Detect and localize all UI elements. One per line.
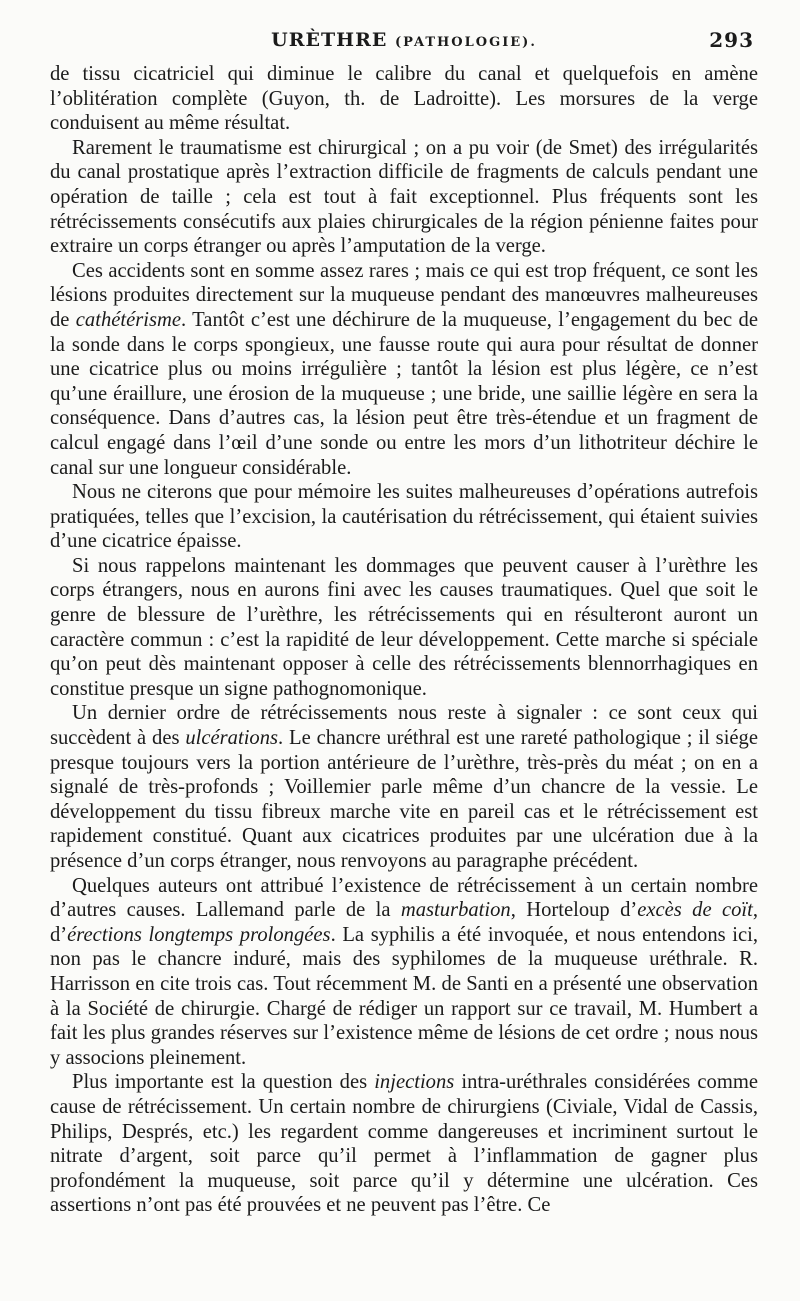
paragraph [50, 136, 758, 259]
text-run: , d’ [50, 899, 758, 946]
italic-term: érections longtemps prolongées [67, 923, 331, 946]
running-head [50, 20, 758, 60]
italic-term: ulcérations [185, 727, 279, 750]
text-run: Un dernier ordre de rétrécissements nous reste à signaler : ce sont ceux qui succèdent à des [50, 702, 758, 750]
paragraph [50, 1070, 758, 1218]
text-run: Rarement le traumatisme est chirurgical ; on a pu voir (de Smet) des irrégularités du canal prostatique après l’extraction difficile de fragments de calculs pendant une opération de taille ; cela est tout à fait exceptionnel. Plus fréquents sont les rétrécissements consécutifs aux plaies chirurgicales de la région pénienne faites pour extraire un corps étranger ou après l’amputation de la verge. [50, 136, 758, 258]
text-run: Ces accidents sont en somme assez rares ; mais ce qui est trop fréquent, ce sont les lésions produites directement sur la muqueuse pendant des manœuvres malheureuses de [50, 259, 758, 331]
text-run: Plus importante est la question des [72, 1071, 375, 1094]
text-run: de tissu cicatriciel qui diminue le calibre du canal et quelquefois en amène l’oblitération complète (Guyon, th. de Ladroitte). Les morsures de la verge conduisent au même résultat. [50, 63, 758, 135]
text-run: Nous ne citerons que pour mémoire les suites malheureuses d’opérations autrefois pratiquées, telles que l’excision, la cautérisation du rétrécissement, qui étaient suivies d’une cicatrice épaisse. [50, 481, 758, 553]
running-subtitle: (PATHOLOGIE). [394, 35, 537, 50]
paragraph [50, 874, 758, 1071]
paragraph [50, 701, 758, 873]
page-number: 293 [709, 28, 754, 52]
italic-term: excès de coït [637, 899, 753, 922]
paragraph [50, 480, 758, 554]
text-run: . Tantôt c’est une déchirure de la muqueuse, l’engagement du bec de la sonde dans le corps spongieux, une fausse route qui aura pour résultat de donner une cicatrice plus ou moins irrégulière ; tantôt la lésion est plus légère, ce n’est qu’une éraillure, une érosion de la muqueuse ; une bride, une saillie légère en sera la conséquence. Dans d’autres cas, la lésion peut être très-étendue et un fragment de calcul engagé dans l’œil d’une sonde ou entre les mors d’un lithotriteur déchire le canal sur une longueur considérable. [50, 308, 758, 479]
paragraph [50, 259, 758, 480]
paragraph [50, 62, 758, 136]
text-run: intra-uréthrales considérées comme cause de rétrécissement. Un certain nombre de chirurgiens (Civiale, Vidal de Cassis, Philips, Després, etc.) les regardent comme dangereuses et incriminent surtout le nitrate d’argent, soit parce qu’il permet à l’inflammation de gagner plus profondément la muqueuse, soit parce qu’il y détermine une ulcération. Ces assertions n’ont pas été prouvées et ne peuvent pas l’être. Ce [50, 1071, 758, 1217]
italic-term: cathétérisme [75, 308, 182, 331]
italic-term: injections [374, 1071, 455, 1094]
running-title: URÈTHRE [271, 29, 388, 51]
italic-term: masturbation [400, 899, 511, 922]
text-run: . Le chancre uréthral est une rareté pathologique ; il siége presque toujours vers la portion antérieure de l’urèthre, très-près du méat ; on en a signalé de très-profonds ; Voillemier parle même d’un chancre de la vessie. Le développement du tissu fibreux marche vite en pareil cas et le rétrécissement est rapidement constitué. Quant aux cicatrices produites par une ulcération due à la présence d’un corps étranger, nous renvoyons au paragraphe précédent. [50, 727, 758, 872]
text-run: Si nous rappelons maintenant les dommages que peuvent causer à l’urèthre les corps étrangers, nous en aurons fini avec les causes traumatiques. Quel que soit le genre de blessure de l’urèthre, les rétrécissements qui en résulteront auront un caractère commun : c’est la rapidité de leur développement. Cette marche si spéciale qu’on peut dès maintenant opposer à celle des rétrécissements blennorrhagiques en constitue presque un signe pathognomonique. [50, 554, 758, 700]
text-run: . La syphilis a été invoquée, et nous entendons ici, non pas le chancre induré, mais des syphilomes de la muqueuse uréthrale. R. Harrisson en cite trois cas. Tout récemment M. de Santi en a présenté une observation à la Société de chirurgie. Chargé de rédiger un rapport sur ce travail, M. Humbert a fait les plus grandes réserves sur l’existence même de lésions de cet ordre ; nous nous y associons pleinement. [50, 923, 758, 1069]
text-run: , Horteloup d’ [510, 899, 638, 922]
paragraph [50, 554, 758, 702]
body-text [50, 62, 758, 1218]
text-run: Quelques auteurs ont attribué l’existence de rétrécissement à un certain nombre d’autres causes. Lallemand parle de la [50, 874, 758, 922]
